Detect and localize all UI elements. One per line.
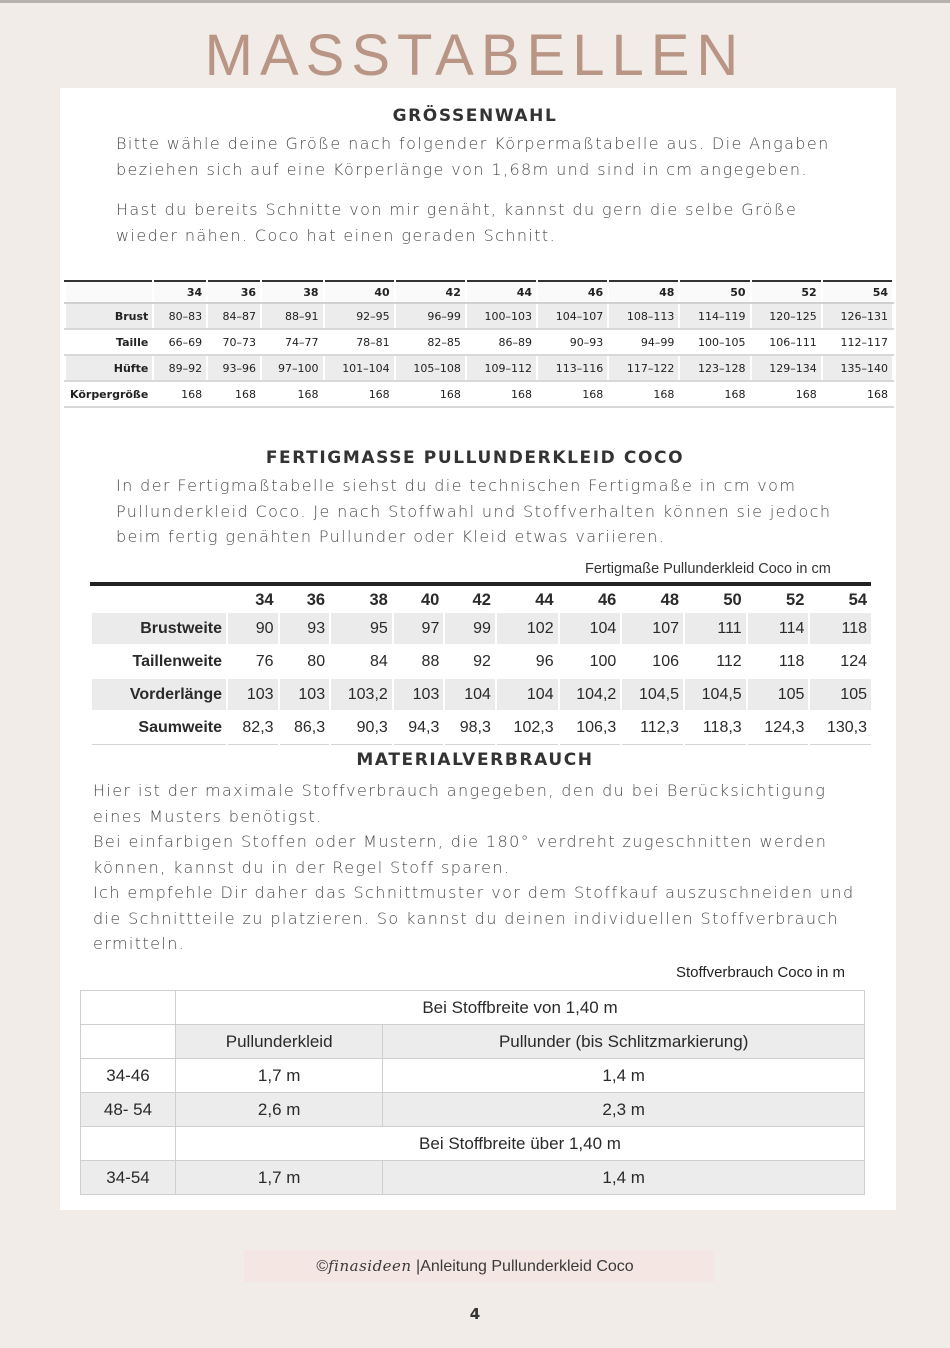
size-table-cell: 135–140 xyxy=(822,355,893,381)
size-table-cell: 129–134 xyxy=(751,355,822,381)
fin-size-col-50: 50 xyxy=(684,584,747,612)
table-row xyxy=(65,329,893,355)
finished-table-cell: 114 xyxy=(747,612,810,645)
footer xyxy=(0,1257,950,1276)
finished-table-cell: 105 xyxy=(809,678,871,711)
size-table-header xyxy=(65,281,893,303)
fin-size-col-46: 46 xyxy=(559,584,622,612)
finished-table-cell: 82,3 xyxy=(227,711,279,744)
size-table-row-label: Körpergröße xyxy=(65,381,153,407)
size-table-cell: 70–73 xyxy=(207,329,261,355)
size-col-52: 52 xyxy=(751,281,822,303)
material-heading: MATERIALVERBRAUCH xyxy=(356,750,594,770)
finished-table-cell: 130,3 xyxy=(809,711,871,744)
finished-table-cell: 104 xyxy=(496,678,559,711)
size-table-cell: 88–91 xyxy=(261,303,324,329)
finished-table-cell: 88 xyxy=(393,645,445,678)
finished-table-cell: 103 xyxy=(279,678,331,711)
finished-table-cell: 97 xyxy=(393,612,445,645)
finished-table-cell: 102 xyxy=(496,612,559,645)
finished-table-cell: 94,3 xyxy=(393,711,445,744)
finished-table-corner xyxy=(91,584,227,612)
fin-size-col-38: 38 xyxy=(330,584,393,612)
material-dress-cell: 1,7 m xyxy=(176,1059,383,1093)
material-width-row xyxy=(81,991,865,1025)
size-table-cell: 168 xyxy=(679,381,750,407)
material-column-header-row xyxy=(81,1025,865,1059)
size-table-cell: 66–69 xyxy=(153,329,207,355)
body-size-table xyxy=(64,280,894,408)
fertigmasse-heading: FERTIGMASSE PULLUNDERKLEID COCO xyxy=(265,448,685,468)
material-empty-cell xyxy=(81,991,176,1025)
finished-table-cell: 95 xyxy=(330,612,393,645)
finished-table-cell: 118 xyxy=(809,612,871,645)
material-col-pullunder: Pullunder (bis Schlitzmarkierung) xyxy=(383,1025,865,1059)
finished-table-cell: 106 xyxy=(621,645,684,678)
material-size-cell: 34-46 xyxy=(81,1059,176,1093)
table-row xyxy=(91,612,871,645)
size-col-54: 54 xyxy=(822,281,893,303)
finished-table-cell: 104,5 xyxy=(684,678,747,711)
size-table-corner xyxy=(65,281,153,303)
fin-size-col-42: 42 xyxy=(444,584,496,612)
groessenwahl-paragraph-2: Hast du bereits Schnitte von mir genäht, kannst du gern die selbe Größe wieder nähen. Coco hat einen geraden Schnitt. xyxy=(116,200,798,245)
size-table-cell: 96–99 xyxy=(395,303,466,329)
size-table-cell: 104–107 xyxy=(537,303,608,329)
size-table-cell: 168 xyxy=(324,381,395,407)
finished-table-caption: Fertigmaße Pullunderkleid Coco in cm xyxy=(585,561,831,577)
size-table-cell: 82–85 xyxy=(395,329,466,355)
material-width-over-label: Bei Stoffbreite über 1,40 m xyxy=(176,1127,865,1161)
size-table-cell: 120–125 xyxy=(751,303,822,329)
finished-table-cell: 80 xyxy=(279,645,331,678)
finished-table-cell: 107 xyxy=(621,612,684,645)
size-col-34: 34 xyxy=(153,281,207,303)
size-table-cell: 113–116 xyxy=(537,355,608,381)
size-table-cell: 80–83 xyxy=(153,303,207,329)
finished-table-cell: 112 xyxy=(684,645,747,678)
table-row xyxy=(91,711,871,744)
size-table-cell: 168 xyxy=(608,381,679,407)
material-paragraph: Hier ist der maximale Stoffverbrauch angegeben, den du bei Berücksichtigung eines Musters benötigst. Bei einfarbigen Stoffen oder Mustern, die 180° verdreht zugeschnitten werden können, kannst du in der Regel Stoff sparen. Ich empfehle Dir daher das Schnittmuster vor dem Stoffkauf auszuschneiden und die Schnittteile zu platzieren. So kannst du deinen individuellen Stoffverbrauch ermitteln. xyxy=(93,781,855,953)
finished-table-row-label: Saumweite xyxy=(91,711,227,744)
copyright-symbol: © xyxy=(316,1258,329,1275)
brand-logo: finasideen xyxy=(328,1257,412,1275)
material-pullunder-cell: 1,4 m xyxy=(383,1161,865,1195)
size-table-cell: 123–128 xyxy=(679,355,750,381)
finished-table-cell: 118 xyxy=(747,645,810,678)
top-border xyxy=(0,0,950,3)
size-table-cell: 168 xyxy=(207,381,261,407)
size-table-cell: 93–96 xyxy=(207,355,261,381)
fin-size-col-44: 44 xyxy=(496,584,559,612)
finished-table-cell: 106,3 xyxy=(559,711,622,744)
size-col-36: 36 xyxy=(207,281,261,303)
size-table-cell: 89–92 xyxy=(153,355,207,381)
size-table-cell: 84–87 xyxy=(207,303,261,329)
size-table-row-label: Taille xyxy=(65,329,153,355)
finished-table-cell: 124,3 xyxy=(747,711,810,744)
size-table-cell: 106–111 xyxy=(751,329,822,355)
size-table-cell: 168 xyxy=(261,381,324,407)
material-dress-cell: 1,7 m xyxy=(176,1161,383,1195)
footer-separator: | xyxy=(416,1258,421,1275)
finished-table-cell: 103,2 xyxy=(330,678,393,711)
finished-table-cell: 104,2 xyxy=(559,678,622,711)
size-table-cell: 101–104 xyxy=(324,355,395,381)
material-empty-cell xyxy=(81,1025,176,1059)
size-table-cell: 114–119 xyxy=(679,303,750,329)
finished-table-cell: 105 xyxy=(747,678,810,711)
size-table-cell: 117–122 xyxy=(608,355,679,381)
fin-size-col-52: 52 xyxy=(747,584,810,612)
size-table-cell: 168 xyxy=(537,381,608,407)
finished-table-cell: 100 xyxy=(559,645,622,678)
finished-table-cell: 76 xyxy=(227,645,279,678)
table-row xyxy=(81,1059,865,1093)
finished-table-cell: 103 xyxy=(227,678,279,711)
size-table-cell: 112–117 xyxy=(822,329,893,355)
finished-table-cell: 103 xyxy=(393,678,445,711)
size-col-38: 38 xyxy=(261,281,324,303)
size-table-cell: 168 xyxy=(153,381,207,407)
finished-table-cell: 104,5 xyxy=(621,678,684,711)
material-pullunder-cell: 2,3 m xyxy=(383,1093,865,1127)
groessenwahl-heading: GRÖSSENWAHL xyxy=(392,106,558,126)
size-table-cell: 74–77 xyxy=(261,329,324,355)
table-row xyxy=(81,1093,865,1127)
size-table-cell: 108–113 xyxy=(608,303,679,329)
material-pullunder-cell: 1,4 m xyxy=(383,1059,865,1093)
finished-table-cell: 90 xyxy=(227,612,279,645)
fin-size-col-36: 36 xyxy=(279,584,331,612)
size-table-cell: 168 xyxy=(751,381,822,407)
material-size-cell: 48- 54 xyxy=(81,1093,176,1127)
finished-table-cell: 112,3 xyxy=(621,711,684,744)
groessenwahl-paragraph-1: Bitte wähle deine Größe nach folgender Körpermaßtabelle aus. Die Angaben beziehen sich auf eine Körperlänge von 1,68m und sind in cm angegeben. xyxy=(116,134,830,179)
size-col-42: 42 xyxy=(395,281,466,303)
size-col-48: 48 xyxy=(608,281,679,303)
table-row xyxy=(81,1161,865,1195)
size-table-cell: 86–89 xyxy=(466,329,537,355)
finished-table-header xyxy=(91,584,871,612)
finished-table-cell: 99 xyxy=(444,612,496,645)
fabric-consumption-table xyxy=(80,990,865,1195)
size-table-cell: 100–103 xyxy=(466,303,537,329)
page-number: 4 xyxy=(469,1305,481,1323)
size-table-cell: 168 xyxy=(466,381,537,407)
table-row xyxy=(65,303,893,329)
fin-size-col-54: 54 xyxy=(809,584,871,612)
finished-table-cell: 90,3 xyxy=(330,711,393,744)
finished-table-cell: 96 xyxy=(496,645,559,678)
size-table-row-label: Brust xyxy=(65,303,153,329)
material-width-over-row xyxy=(81,1127,865,1161)
material-width-140-label: Bei Stoffbreite von 1,40 m xyxy=(176,991,865,1025)
finished-table-cell: 111 xyxy=(684,612,747,645)
page-title: MASSTABELLEN xyxy=(204,23,746,88)
fertigmasse-paragraph: In der Fertigmaßtabelle siehst du die technischen Fertigmaße in cm vom Pullunderkleid Coco. Je nach Stoffwahl und Stoffverhalten können sie jedoch beim fertig genähten Pullunder oder Kleid etwas variieren. xyxy=(116,476,832,546)
finished-table-cell: 102,3 xyxy=(496,711,559,744)
fin-size-col-48: 48 xyxy=(621,584,684,612)
footer-title: Anleitung Pullunderkleid Coco xyxy=(420,1258,634,1275)
fin-size-col-40: 40 xyxy=(393,584,445,612)
table-row xyxy=(65,355,893,381)
size-table-cell: 78–81 xyxy=(324,329,395,355)
table-row xyxy=(65,381,893,407)
finished-table-cell: 92 xyxy=(444,645,496,678)
size-table-cell: 126–131 xyxy=(822,303,893,329)
material-empty-cell xyxy=(81,1127,176,1161)
finished-table-row-label: Brustweite xyxy=(91,612,227,645)
material-table-caption: Stoffverbrauch Coco in m xyxy=(676,964,845,981)
finished-table-cell: 86,3 xyxy=(279,711,331,744)
finished-table-cell: 118,3 xyxy=(684,711,747,744)
size-col-46: 46 xyxy=(537,281,608,303)
size-table-cell: 94–99 xyxy=(608,329,679,355)
fin-size-col-34: 34 xyxy=(227,584,279,612)
finished-table-cell: 124 xyxy=(809,645,871,678)
size-table-cell: 168 xyxy=(822,381,893,407)
finished-table-cell: 84 xyxy=(330,645,393,678)
material-dress-cell: 2,6 m xyxy=(176,1093,383,1127)
size-table-cell: 105–108 xyxy=(395,355,466,381)
size-table-cell: 97–100 xyxy=(261,355,324,381)
finished-table-cell: 93 xyxy=(279,612,331,645)
size-col-44: 44 xyxy=(466,281,537,303)
finished-table-row-label: Vorderlänge xyxy=(91,678,227,711)
size-table-row-label: Hüfte xyxy=(65,355,153,381)
size-table-cell: 90–93 xyxy=(537,329,608,355)
size-table-cell: 100–105 xyxy=(679,329,750,355)
size-col-40: 40 xyxy=(324,281,395,303)
finished-table-row-label: Taillenweite xyxy=(91,645,227,678)
material-size-cell: 34-54 xyxy=(81,1161,176,1195)
finished-measurements-table xyxy=(90,582,871,745)
table-row xyxy=(91,645,871,678)
size-col-50: 50 xyxy=(679,281,750,303)
finished-table-cell: 98,3 xyxy=(444,711,496,744)
size-table-cell: 168 xyxy=(395,381,466,407)
finished-table-cell: 104 xyxy=(444,678,496,711)
size-table-cell: 109–112 xyxy=(466,355,537,381)
material-col-dress: Pullunderkleid xyxy=(176,1025,383,1059)
size-table-cell: 92–95 xyxy=(324,303,395,329)
table-row xyxy=(91,678,871,711)
finished-table-cell: 104 xyxy=(559,612,622,645)
